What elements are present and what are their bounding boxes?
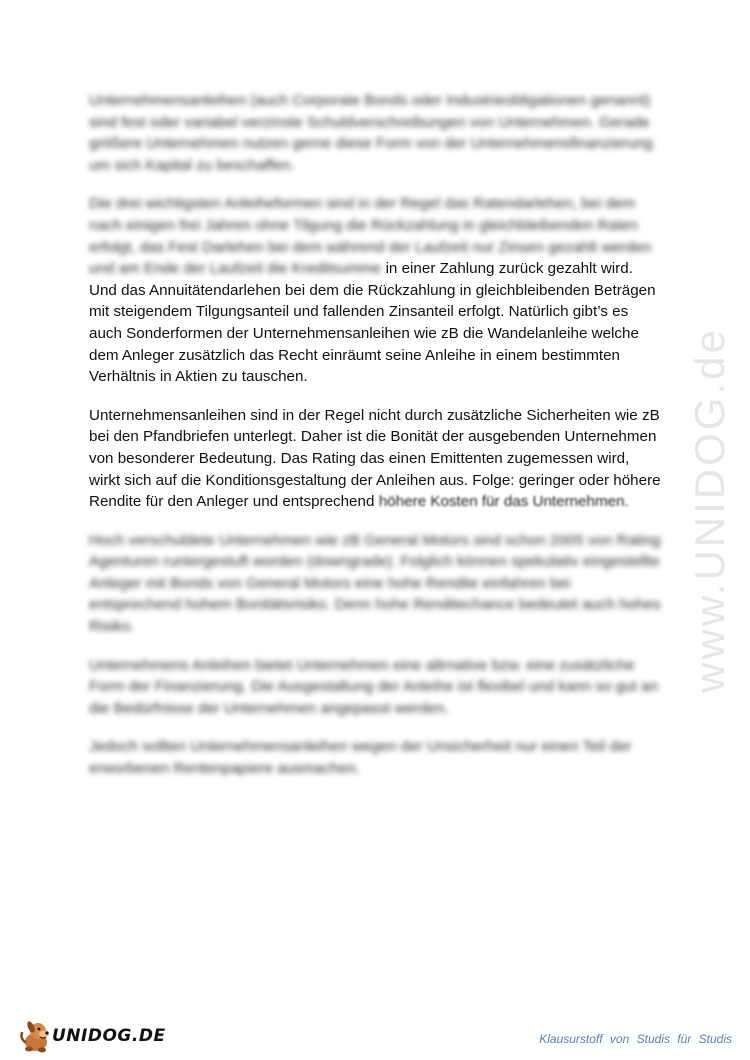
paragraph-4: Hoch verschuldete Unternehmen wie zB General Motors sind schon 2005 von Rating Agenturen runtergestuft worden (downgrade). Folglich können spekulativ eingestellte Anleger mit Bonds von General Motors eine hohe Rendite einfahren bei entsprechend hohem Bonitätsrisiko. Denn hohe Renditechance bedeutet auch hohes Risiko. <box>89 531 661 636</box>
paragraph-2-clear-part: in einer Zahlung zurück gezahlt wird. Und das Annuitätendarlehen bei dem die Rückzahlung in gleichbleibenden Beträgen mit steigendem Tilgungsanteil und fallenden Zinsanteil erfolgt. Natürlich gibt’s es auch Sonderformen der Unternehmensanleihen wie zB die Wandelanleihe welche dem Anleger zusätzlich das Recht einräumt seine Anleihe in einem bestimmten Verhältnis in Aktien zu tauschen. <box>89 260 656 386</box>
paragraph-5: Unternehmens Anleihen bietet Unternehmen eine altrnative bzw. eine zusätzliche Form der Finanzierung. Die Ausgestaltung der Anleihe ist flexibel und kann so gut an die Bedürfnisse der Unternehmen angepasst werden. <box>89 656 659 717</box>
dog-mascot-icon <box>18 1018 54 1054</box>
paragraph-2 <box>89 193 664 387</box>
logo-text <box>52 1026 166 1046</box>
paragraph-3-tail-part: höhere Kosten für das Unternehmen. <box>378 493 629 511</box>
footer-tagline: Klausurstoff von Studis für Studis <box>539 1032 732 1046</box>
paragraph-3-clear-part: Unternehmensanleihen sind in der Regel nicht durch zusätzliche Sicherheiten wie zB bei den Pfandbriefen unterlegt. Daher ist die Bonität der ausgebenden Unternehmen von besonderer Bedeutung. Das Rating das einen Emittenten zugemessen wird, wirkt sich auf die Konditionsgestaltung der Anleihen aus. Folge: geringer oder höhere Rendite für den Anleger und entsprechend <box>89 406 661 511</box>
logo-text-right: .DE <box>131 1026 166 1046</box>
watermark <box>686 280 734 740</box>
logo-text-left: UNIDOG <box>52 1026 132 1046</box>
paragraph-3 <box>89 405 664 513</box>
paragraph-2-blurred-part: Die drei wichtigsten Anleiheformen sind in der Regel das Ratendarlehen, bei dem nach einigen frei Jahren ohne Tilgung die Rückzahlung in gleichbleibenden Raten erfolgt, das Fest Darlehen bei dem während der Laufzeit nur Zinsen gezahlt werden und am Ende der Laufzeit die Kreditsumme <box>89 195 652 278</box>
unidog-logo[interactable] <box>18 1018 166 1054</box>
document-body <box>89 90 664 797</box>
watermark-text: www.UNIDOG.de <box>686 327 734 693</box>
paragraph-6: Jedoch sollten Unternehmensanleihen wegen der Unsicherheit nur einen Teil der erworbenen Rentenpapiere ausmachen. <box>89 738 632 778</box>
paragraph-1: Unternehmensanleihen (auch Corporate Bonds oder Industrieobligationen genannt) sind fest oder variabel verzinste Schuldverschreibungen von Unternehmen. Gerade größere Unternehmen nutzen gerne diese Form von der Unternehmensfinanzierung um sich Kapital zu beschaffen. <box>89 92 653 174</box>
